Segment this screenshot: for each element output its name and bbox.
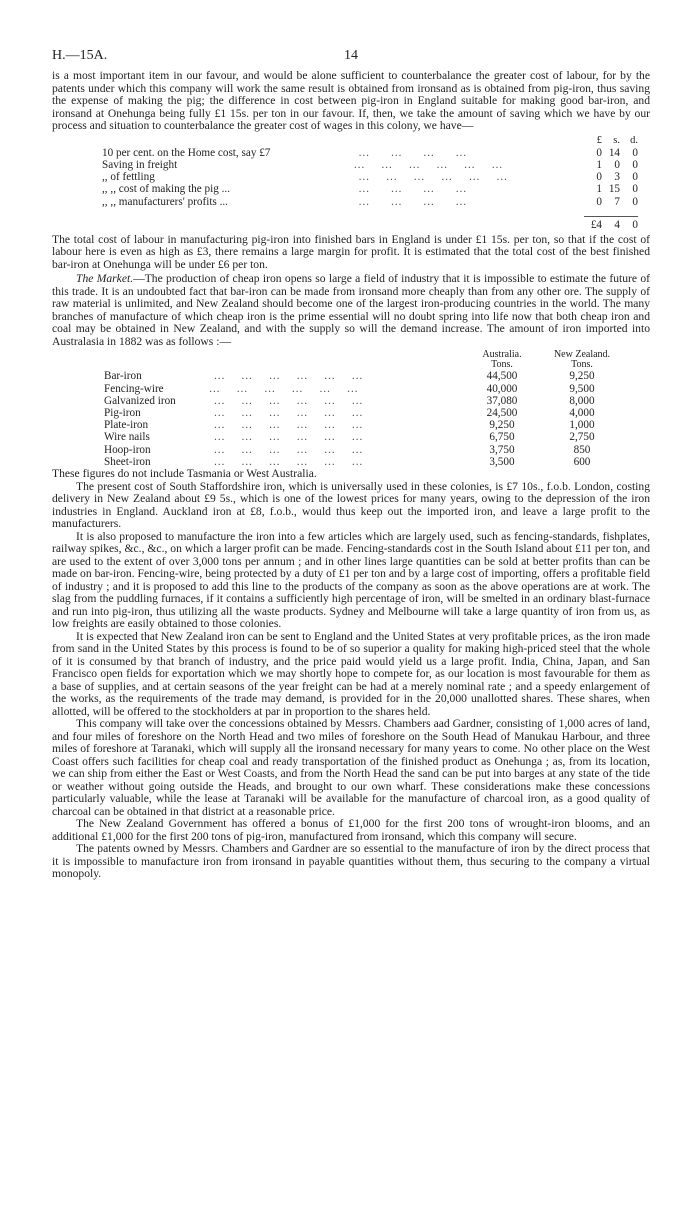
- leader-dots: … … … … … …: [204, 431, 365, 444]
- savings-pence: 0: [632, 158, 638, 171]
- savings-label: ,, ,, manufacturers' profits ...: [102, 195, 228, 208]
- savings-pounds: 0: [596, 171, 602, 184]
- leader-dots: … … … … … …: [348, 171, 510, 184]
- page-number: 14: [344, 48, 358, 63]
- import-australia: 40,000: [486, 382, 518, 395]
- import-australia: 37,080: [486, 394, 518, 407]
- import-australia: 44,500: [486, 370, 518, 383]
- imports-row: [104, 395, 632, 407]
- import-new-zealand: 9,500: [569, 382, 595, 395]
- savings-pounds: 1: [596, 183, 602, 196]
- savings-row: [102, 159, 638, 171]
- leader-dots: … … … … … …: [204, 394, 365, 407]
- import-new-zealand: 9,250: [569, 370, 595, 383]
- unit-shillings: s.: [613, 134, 620, 146]
- import-item: Bar-iron: [104, 370, 142, 383]
- savings-pounds: 0: [596, 146, 602, 159]
- imports-row: [104, 407, 632, 419]
- column-australia: Australia.: [482, 349, 522, 361]
- imports-header-row: [104, 350, 632, 360]
- savings-total-row: [102, 216, 638, 231]
- leader-dots: … … … … … …: [204, 407, 365, 420]
- savings-shillings: 15: [608, 183, 620, 196]
- page-header: [52, 48, 650, 70]
- unit-new-zealand: Tons.: [571, 359, 593, 371]
- import-item: Wire nails: [104, 431, 150, 444]
- import-item: Fencing-wire: [104, 382, 164, 395]
- market-text: —The production of cheap iron opens so large a field of industry that it is impossible to estimate the future of this trade. It is an undoubted fact that bar-iron can be made from ironsand more cheaply than from any other ore. The supply of raw material is unlimited, and New Zealand should become one of the largest iron-producing countries in the world. The many branches of manufacture of which cheap iron is the prime essential will no doubt spring into life now that both cheap iron and coal may be obtained in New Zealand, and with the supply so will the demand increase. The amount of iron imported into Australasia in 1882 was as follows :—: [52, 272, 650, 348]
- import-australia: 6,750: [489, 431, 515, 444]
- paragraph-10: The patents owned by Messrs. Chambers and Gardner are so essential to the manufacture of iron by the direct process that it is impossible to manufacture iron from ironsand in payable quantities without them, thus securing to the company a virtual monopoly.: [52, 842, 650, 881]
- unit-pounds: £: [596, 134, 602, 146]
- imports-row: [104, 383, 632, 395]
- paragraph-7: It is expected that New Zealand iron can be sent to England and the United States at very profitable prices, as the iron made from sand in the United States by this process is found to be of so superior a quality for making high-priced steel that the whole of it is consumed by that branch of industry, and the price paid would yield us a large profit. India, China, Japan, and San Francisco open fields for exportation which we may shortly hope to compete for, as our location is most favourable for them as a base of supplies, and at certain seasons of the year freight can be had at a merely nominal rate ; and a speedy enlargement of the works, as the requirements of the trade may demand, is provided for in the 20,000 unallotted shares. These shares, when allotted, will be offered to the stockholders at par in proportion to the shares held.: [52, 629, 650, 718]
- imports-row: [104, 370, 632, 382]
- document-reference: H.—15A.: [52, 48, 108, 63]
- import-new-zealand: 4,000: [569, 407, 595, 420]
- import-new-zealand: 1,000: [569, 419, 595, 432]
- unit-australia: Tons.: [491, 359, 513, 371]
- paragraph-4: These figures do not include Tasmania or West Australia.: [52, 467, 317, 481]
- savings-shillings: 7: [614, 195, 620, 208]
- leader-dots: … … … … … …: [204, 455, 365, 468]
- paragraph-6: It is also proposed to manufacture the iron into a few articles which are largely used, such as fencing-standards, fishplates, railway spikes, &c., &c., on which a larger profit can be made. Fencing-standards cost in the South Island about £11 per ton, and are used to the extent of over 3,000 tons per annum ; and in other lines large quantities can be sold at better profits than can be made on bar-iron. Fencing-wire, being protected by a duty of £1 per ton and by a large cost of importing, offers a profitable field of industry ; and it is proposed to add this line to the products of the company as soon as the above operations are at work. The slag from the puddling furnaces, if it contains a sufficiently high percentage of iron, will be smelted in an ordinary blast-furnace and run into pig-iron, thus utilizing all the waste products. Sydney and Melbourne will take a large quantity of iron from us, as low freights are easily obtained to those colonies.: [52, 529, 650, 631]
- import-new-zealand: 600: [573, 455, 591, 468]
- leader-dots: … … … … … …: [204, 382, 360, 395]
- import-australia: 9,250: [489, 419, 515, 432]
- savings-pence: 0: [632, 171, 638, 184]
- savings-pounds: 0: [596, 195, 602, 208]
- savings-shillings: 3: [614, 171, 620, 184]
- total-shillings: 4: [602, 216, 620, 231]
- savings-shillings: 14: [608, 146, 620, 159]
- total-pounds: £4: [584, 216, 602, 231]
- import-item: Hoop-iron: [104, 443, 151, 456]
- leader-dots: … … … …: [348, 183, 469, 196]
- savings-units-row: [102, 135, 638, 147]
- imports-row: [104, 431, 632, 443]
- imports-table: [104, 350, 632, 468]
- import-item: Plate-iron: [104, 419, 149, 432]
- import-australia: 24,500: [486, 407, 518, 420]
- import-item: Pig-iron: [104, 407, 141, 420]
- savings-label: ,, of fettling: [102, 171, 155, 184]
- import-new-zealand: 8,000: [569, 394, 595, 407]
- savings-row: [102, 147, 638, 159]
- import-new-zealand: 850: [573, 443, 591, 456]
- leader-dots: … … … … … …: [204, 370, 365, 383]
- paragraph-2: The total cost of labour in manufacturing pig-iron into finished bars in England is under £1 15s. per ton, so that if the cost of labour here is even as high as £3, there remains a large margin for profit. It is estimated that the total cost of the best finished bar-iron at Onehunga will be under £6 per ton.: [52, 232, 650, 271]
- savings-pounds: 1: [596, 158, 602, 171]
- imports-row: [104, 444, 632, 456]
- import-australia: 3,750: [489, 443, 515, 456]
- import-item: Galvanized iron: [104, 394, 176, 407]
- import-new-zealand: 2,750: [569, 431, 595, 444]
- unit-pence: d.: [630, 134, 638, 146]
- leader-dots: … … … … … …: [348, 158, 505, 171]
- leader-dots: … … … …: [348, 195, 469, 208]
- column-new-zealand: New Zealand.: [553, 349, 611, 361]
- savings-pence: 0: [632, 146, 638, 159]
- leader-dots: … … … … … …: [204, 419, 365, 432]
- savings-pence: 0: [632, 183, 638, 196]
- savings-label: Saving in freight: [102, 158, 178, 171]
- leader-dots: … … … … … …: [204, 443, 365, 456]
- paragraph-9: The New Zealand Government has offered a bonus of £1,000 for the first 200 tons of wrought-iron blooms, and an additional £1,000 for the first 200 tons of pig-iron, manufactured from ironsand, which this company will secure.: [52, 817, 650, 843]
- import-australia: 3,500: [489, 455, 515, 468]
- savings-label: 10 per cent. on the Home cost, say £7: [102, 146, 271, 159]
- savings-row: [102, 171, 638, 183]
- savings-table: [102, 135, 638, 231]
- savings-row: [102, 196, 638, 208]
- savings-label: ,, ,, cost of making the pig ...: [102, 183, 231, 196]
- imports-row: [104, 419, 632, 431]
- savings-row: [102, 183, 638, 195]
- savings-pence: 0: [632, 195, 638, 208]
- paragraph-8: This company will take over the concessions obtained by Messrs. Chambers aad Gardner, consisting of 1,000 acres of land, and four miles of foreshore on the North Head and two miles of foreshore on the South Head of Manukau Harbour, and three miles of foreshore at Taranaki, which will supply all the ironsand necessary for many years to come. No other place on the West Coast offers such facilities for cheap coal and ready transportation of the finished product as Onehunga ; as, from its location, we can ship from either the East or West Coasts, and from the North Head the sand can be put into barges at any state of the tide or weather without going outside the Heads, and brought to our own wharf. These considerations make these concessions particularly valuable, while the lease at Taranaki will be available for the manufacture of charcoal iron, as a good quality of charcoal can be obtained in that district at a reasonable price.: [52, 717, 650, 818]
- document-page: [52, 48, 650, 881]
- import-item: Sheet-iron: [104, 455, 151, 468]
- savings-shillings: 0: [614, 158, 620, 171]
- total-pence: 0: [620, 216, 638, 231]
- imports-unit-row: [104, 360, 632, 370]
- paragraph-1: is a most important item in our favour, and would be alone sufficient to counterbalance the greater cost of labour, for by the patents under which this company will work the same result is obtained from ironsand as is obtained from pig-iron, thus saving the expense of making the pig; the difference in cost between pig-iron in England suitable for making good bar-iron, and ironsand at Onehunga being fully £1 15s. per ton in our favour. If, then, we take the amount of saving which we have by our process and situation to counterbalance the greater cost of wages in this colony, we have—: [52, 69, 650, 132]
- market-heading: The Market.: [76, 272, 134, 286]
- paragraph-market: [52, 273, 650, 348]
- leader-dots: … … … …: [348, 146, 469, 159]
- paragraph-5: The present cost of South Staffordshire iron, which is universally used in these colonies, is £7 10s., f.o.b. London, costing delivery in New Zealand about £9 5s., which is one of the lowest prices for many years, owing to the depression of the iron industries in England. Auckland iron at £8, f.o.b., would thus keep out the imported iron, and leave a large profit to the manufacturers.: [52, 479, 650, 531]
